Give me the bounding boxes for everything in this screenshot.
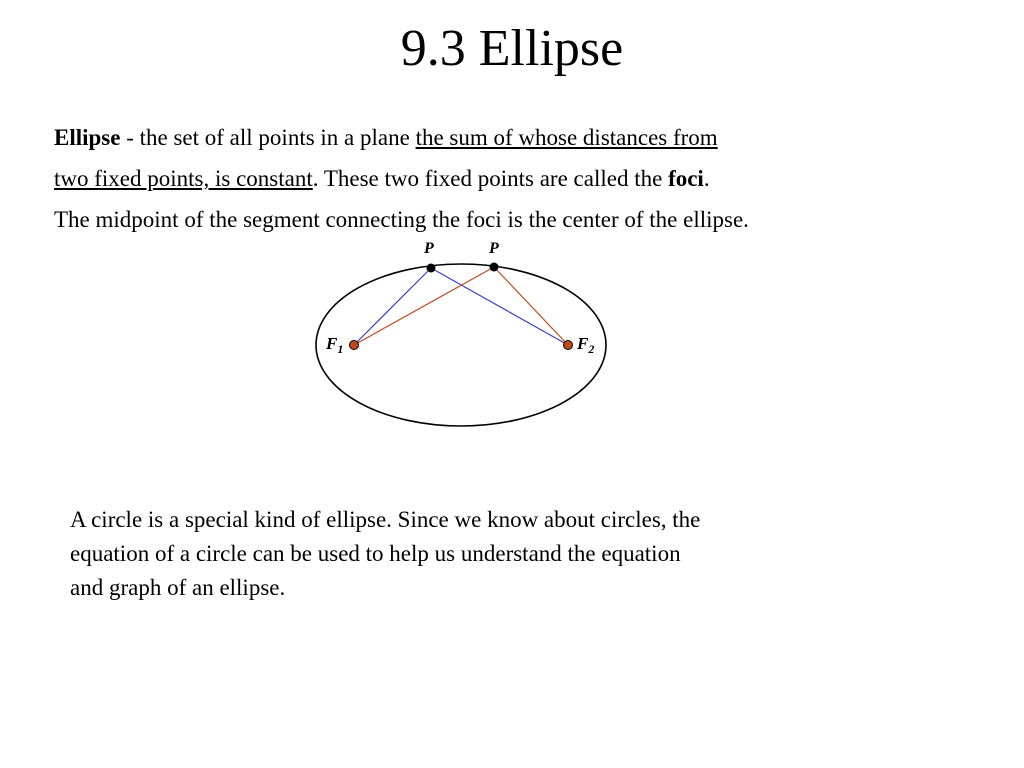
blue-segment-f1-to-p1 — [354, 268, 431, 345]
focus-f1-label — [325, 334, 343, 356]
circle-note-line-2: equation of a circle can be used to help us understand the equation — [70, 541, 681, 566]
focus-f1-letter: F — [326, 334, 338, 353]
definition-line-3: The midpoint of the segment connecting the foci is the center of the ellipse. — [54, 207, 749, 232]
term-foci: foci — [668, 166, 704, 191]
point-p1-dot — [427, 264, 436, 273]
circle-note-line-3: and graph of an ellipse. — [70, 575, 286, 600]
definition-line-2 — [54, 158, 954, 199]
focus-f2-dot — [564, 341, 573, 350]
focus-f2-letter: F — [577, 334, 589, 353]
ellipse-curve — [316, 264, 606, 426]
focus-f2-subscript: 2 — [588, 342, 595, 356]
orange-segment-p2-to-f2 — [494, 267, 568, 345]
point-p1-label: P — [424, 240, 434, 257]
circle-note-line-1: A circle is a special kind of ellipse. Since we know about circles, the — [70, 507, 701, 532]
term-ellipse: Ellipse — [54, 125, 121, 150]
focus-f1-subscript: 1 — [337, 342, 344, 356]
definition-line-1 — [54, 117, 954, 158]
ellipse-diagram — [300, 232, 620, 436]
orange-segment-f1-to-p2 — [354, 267, 494, 345]
point-p2-label: P — [489, 240, 499, 257]
underlined-phrase-part-1: the sum of whose distances from — [415, 125, 718, 150]
slide-title: 9.3 Ellipse — [400, 20, 624, 77]
definition-period: . — [703, 166, 710, 191]
ellipse-definition — [54, 117, 954, 240]
circle-note — [70, 503, 890, 605]
underlined-phrase-part-2: two fixed points, is constant — [54, 166, 313, 191]
definition-after-underline: . These two fixed points are called the — [312, 166, 669, 191]
focus-f2-label — [576, 334, 594, 356]
definition-dash-text: - the set of all points in a plane — [120, 125, 416, 150]
point-p2-dot — [490, 263, 499, 272]
focus-f1-dot — [350, 341, 359, 350]
